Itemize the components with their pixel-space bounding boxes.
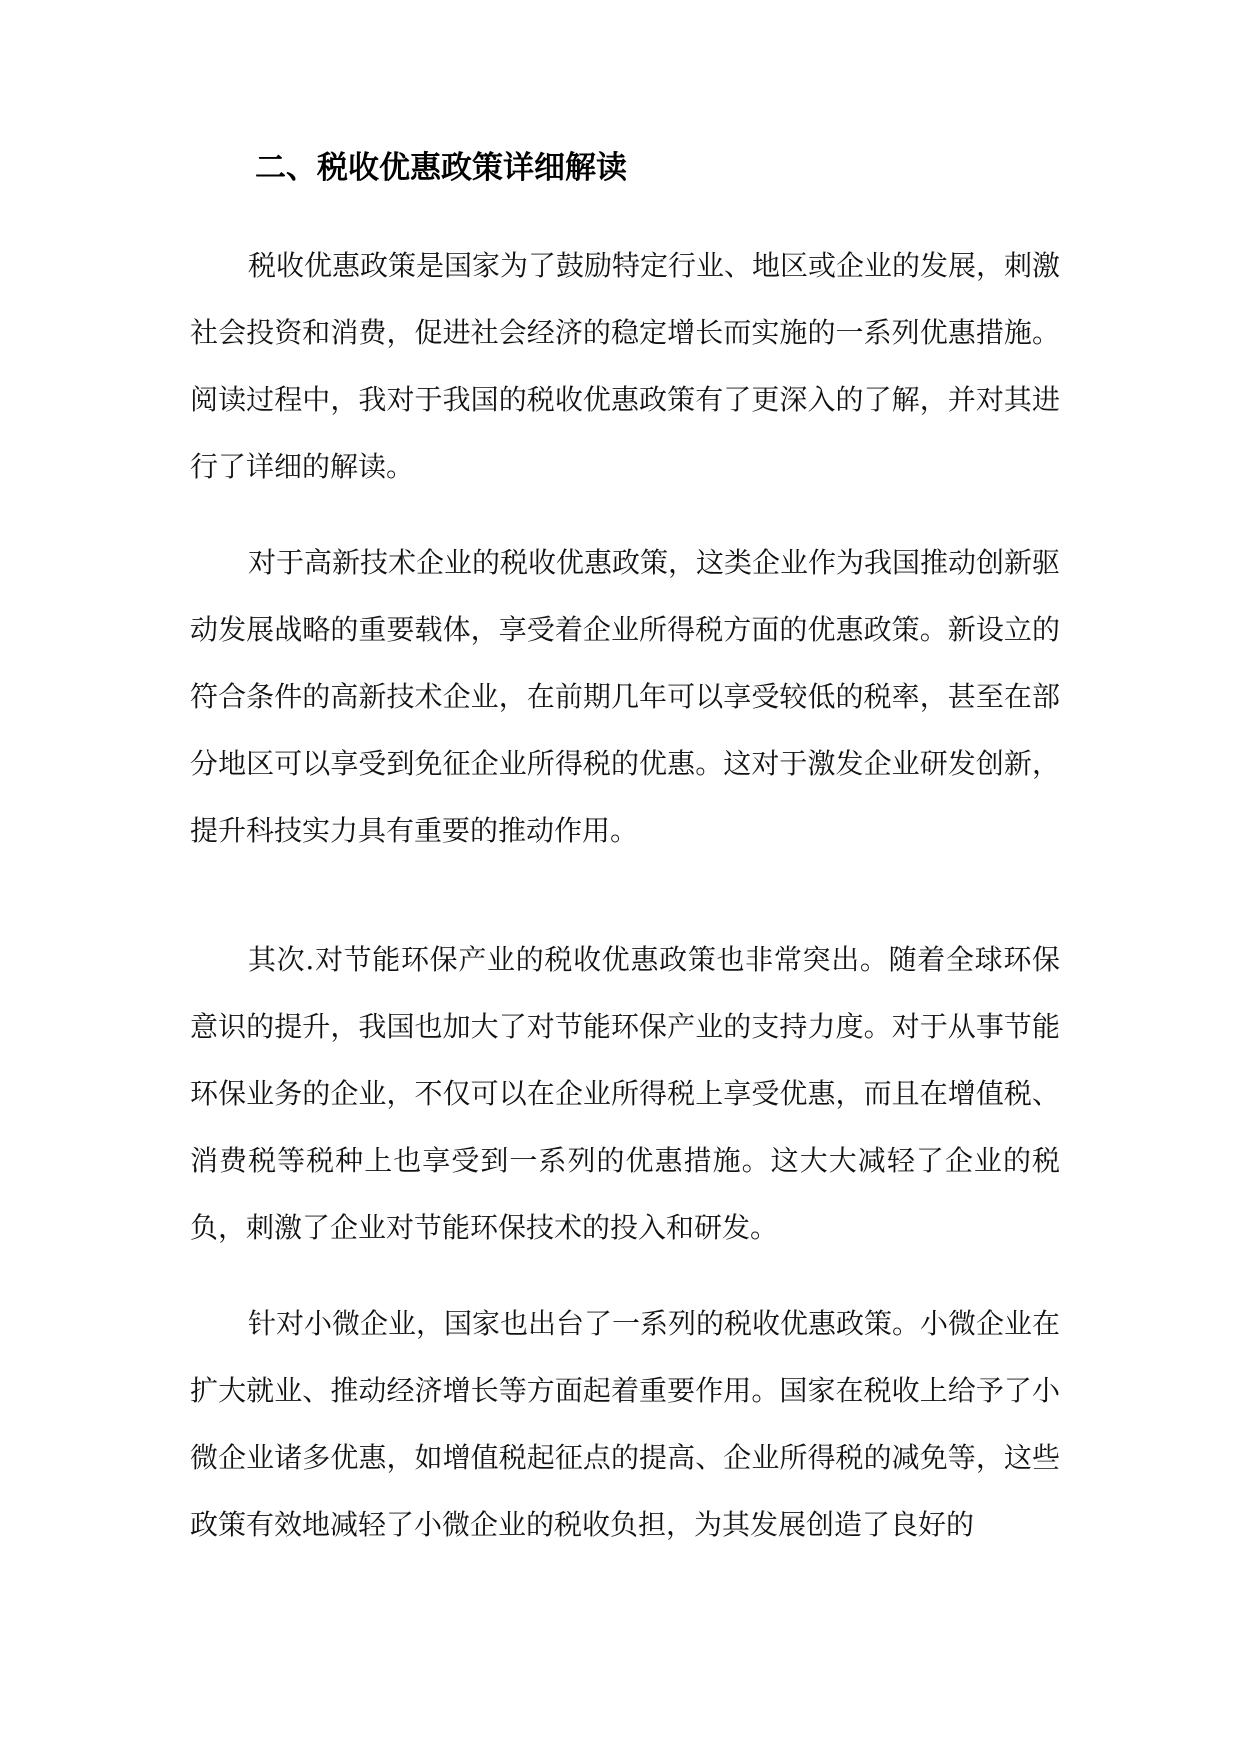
- paragraph-1: 税收优惠政策是国家为了鼓励特定行业、地区或企业的发展，刺激社会投资和消费，促进社会经济的稳定增长而实施的一系列优惠措施。阅读过程中，我对于我国的税收优惠政策有了更深入的了解，并对其进行了详细的解读。: [190, 249, 1061, 483]
- paragraph-3: 其次.对节能环保产业的税收优惠政策也非常突出。随着全球环保意识的提升，我国也加大了对节能环保产业的支持力度。对于从事节能环保业务的企业，不仅可以在企业所得税上享受优惠，而且在增值税、消费税等税种上也享受到一系列的优惠措施。这大大减轻了企业的税负，刺激了企业对节能环保技术的投入和研发。: [190, 943, 1060, 1244]
- paragraph-4: 针对小微企业，国家也出台了一系列的税收优惠政策。小微企业在扩大就业、推动经济增长等方面起着重要作用。国家在税收上给予了小微企业诸多优惠，如增值税起征点的提高、企业所得税的减免等，这些政策有效地减轻了小微企业的税收负担，为其发展创造了良好的: [190, 1307, 1061, 1541]
- paragraph-2: 对于高新技术企业的税收优惠政策，这类企业作为我国推动创新驱动发展战略的重要载体，享受着企业所得税方面的优惠政策。新设立的符合条件的高新技术企业，在前期几年可以享受较低的税率，甚至在部分地区可以享受到免征企业所得税的优惠。这对于激发企业研发创新，提升科技实力具有重要的推动作用。: [190, 546, 1061, 847]
- section-heading: 二、税收优惠政策详细解读: [255, 150, 627, 186]
